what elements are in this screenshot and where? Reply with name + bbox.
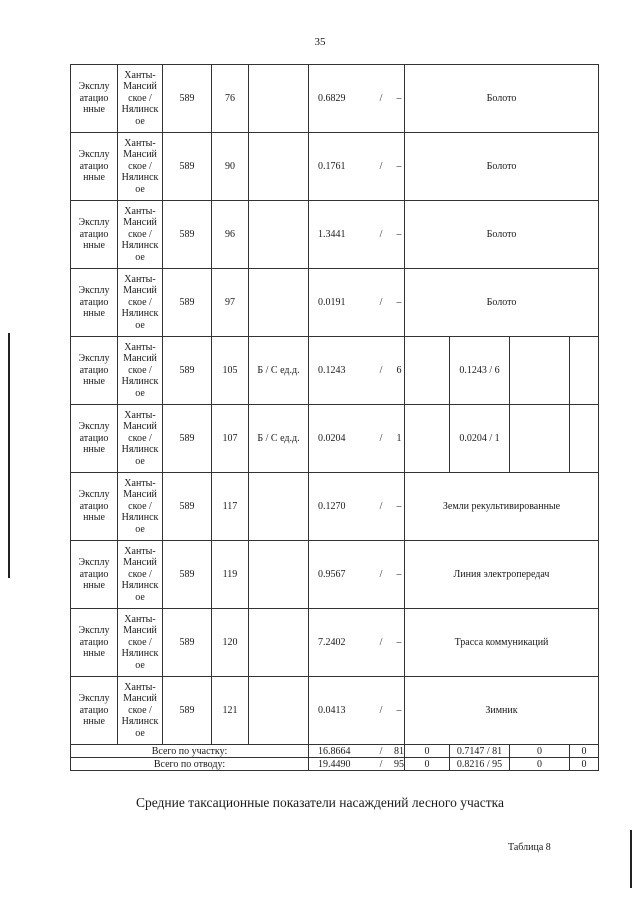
purpose-cell [71, 337, 118, 405]
area-separator: / [379, 228, 383, 240]
margin-mark-left [8, 333, 10, 578]
location-line: Мансий [123, 557, 157, 569]
land-type-cell: Земли рекультивированные [405, 473, 599, 541]
plot-cell: 107 [212, 405, 249, 473]
distribution-cell [510, 405, 570, 473]
purpose-line: атацио [79, 228, 109, 240]
plot-cell: 121 [212, 677, 249, 745]
area-separator: / [379, 636, 383, 648]
location-line: ое [135, 251, 145, 263]
total-value-cell: 0.7147 / 81 [450, 745, 510, 758]
purpose-cell [71, 405, 118, 473]
land-type-cell: Болото [405, 133, 599, 201]
area-separator: / [379, 160, 383, 172]
location-line: ое [135, 319, 145, 331]
location-line: ское / [128, 228, 152, 240]
margin-mark-right [630, 830, 632, 888]
area-separator: / [379, 364, 383, 376]
location-cell [118, 269, 163, 337]
area-cell [309, 758, 405, 771]
quarter-cell: 589 [163, 473, 212, 541]
location-cell [118, 473, 163, 541]
plot-cell: 120 [212, 609, 249, 677]
location-line: ое [135, 659, 145, 671]
tree-count: – [396, 704, 402, 716]
location-line: ское / [128, 432, 152, 444]
area-cell [309, 745, 405, 758]
location-line: Нялинск [121, 376, 159, 388]
location-line: Мансий [123, 625, 157, 637]
purpose-line: Эксплу [78, 81, 110, 93]
location-line: Ханты- [124, 69, 156, 81]
tree-count: – [396, 92, 402, 104]
area-value: 19.4490 [318, 758, 351, 770]
location-line: Мансий [123, 489, 157, 501]
location-cell [118, 337, 163, 405]
distribution-cell: 0.1243 / 6 [450, 337, 510, 405]
location-line: Мансий [123, 285, 157, 297]
location-line: ское / [128, 364, 152, 376]
quarter-cell: 589 [163, 269, 212, 337]
location-cell [118, 609, 163, 677]
purpose-line: нные [83, 376, 105, 388]
area-separator: / [379, 92, 383, 104]
area-value: 0.1761 [318, 160, 346, 172]
area-value: 0.9567 [318, 568, 346, 580]
distribution-cell [405, 405, 450, 473]
land-type-cell: Болото [405, 201, 599, 269]
area-cell [309, 65, 405, 133]
category-cell [249, 269, 309, 337]
location-line: Мансий [123, 421, 157, 433]
tree-count: 1 [396, 432, 402, 444]
location-line: ское / [128, 636, 152, 648]
total-value-cell: 0 [570, 758, 599, 771]
location-line: Ханты- [124, 409, 156, 421]
location-line: ское / [128, 704, 152, 716]
quarter-cell: 589 [163, 541, 212, 609]
section-title: Средние таксационные показатели насаждений лесного участка [135, 795, 505, 810]
purpose-line: атацио [79, 364, 109, 376]
location-line: Ханты- [124, 341, 156, 353]
area-cell [309, 201, 405, 269]
area-separator: / [379, 568, 383, 580]
area-cell [309, 677, 405, 745]
table-row [71, 405, 599, 473]
location-line: Нялинск [121, 444, 159, 456]
area-cell [309, 133, 405, 201]
category-cell [249, 65, 309, 133]
area-cell [309, 269, 405, 337]
area-value: 0.1270 [318, 500, 346, 512]
distribution-cell [570, 337, 599, 405]
total-value-cell: 0 [510, 745, 570, 758]
area-value: 0.0204 [318, 432, 346, 444]
table-row [71, 201, 599, 269]
category-cell [249, 677, 309, 745]
table-row [71, 473, 599, 541]
area-separator: / [379, 432, 383, 444]
purpose-cell [71, 269, 118, 337]
tree-count: 81 [394, 745, 404, 757]
tree-count: – [396, 160, 402, 172]
purpose-line: атацио [79, 296, 109, 308]
tree-count: 95 [394, 758, 404, 770]
area-value: 1.3441 [318, 228, 346, 240]
location-cell [118, 65, 163, 133]
total-value-cell: 0.8216 / 95 [450, 758, 510, 771]
location-line: Нялинск [121, 240, 159, 252]
location-line: Мансий [123, 353, 157, 365]
purpose-line: атацио [79, 704, 109, 716]
plot-cell: 119 [212, 541, 249, 609]
table-row [71, 541, 599, 609]
location-line: ское / [128, 500, 152, 512]
category-cell [249, 201, 309, 269]
tree-count: – [396, 500, 402, 512]
distribution-cell [510, 337, 570, 405]
location-line: Мансий [123, 217, 157, 229]
purpose-cell [71, 201, 118, 269]
purpose-line: нные [83, 512, 105, 524]
purpose-line: нные [83, 240, 105, 252]
purpose-line: Эксплу [78, 353, 110, 365]
location-line: Нялинск [121, 172, 159, 184]
quarter-cell: 589 [163, 405, 212, 473]
location-line: Нялинск [121, 648, 159, 660]
total-label: Всего по отводу: [71, 758, 309, 771]
table-row [71, 269, 599, 337]
tree-count: – [396, 228, 402, 240]
purpose-line: нные [83, 308, 105, 320]
area-value: 0.0191 [318, 296, 346, 308]
category-cell: Б / С ед.д. [249, 337, 309, 405]
category-cell [249, 133, 309, 201]
purpose-line: атацио [79, 636, 109, 648]
category-cell: Б / С ед.д. [249, 405, 309, 473]
purpose-line: Эксплу [78, 557, 110, 569]
table-row [71, 65, 599, 133]
location-line: Мансий [123, 149, 157, 161]
location-line: Нялинск [121, 580, 159, 592]
area-separator: / [379, 704, 383, 716]
area-separator: / [379, 758, 383, 770]
area-cell [309, 541, 405, 609]
purpose-line: атацио [79, 160, 109, 172]
purpose-line: Эксплу [78, 625, 110, 637]
location-line: Ханты- [124, 273, 156, 285]
plot-cell: 105 [212, 337, 249, 405]
table-row [71, 337, 599, 405]
table-row [71, 677, 599, 745]
total-row [71, 745, 599, 758]
quarter-cell: 589 [163, 677, 212, 745]
location-line: ое [135, 115, 145, 127]
area-value: 7.2402 [318, 636, 346, 648]
location-line: Нялинск [121, 308, 159, 320]
category-cell [249, 609, 309, 677]
purpose-line: нные [83, 648, 105, 660]
purpose-line: Эксплу [78, 421, 110, 433]
location-line: Нялинск [121, 512, 159, 524]
plot-cell: 76 [212, 65, 249, 133]
land-type-cell: Трасса коммуникаций [405, 609, 599, 677]
area-cell [309, 337, 405, 405]
location-line: ое [135, 455, 145, 467]
land-type-cell: Линия электропередач [405, 541, 599, 609]
distribution-cell [570, 405, 599, 473]
location-line: ское / [128, 568, 152, 580]
plot-cell: 117 [212, 473, 249, 541]
distribution-cell: 0.0204 / 1 [450, 405, 510, 473]
location-line: Ханты- [124, 613, 156, 625]
location-line: ое [135, 591, 145, 603]
purpose-line: нные [83, 580, 105, 592]
category-cell [249, 541, 309, 609]
distribution-cell [405, 337, 450, 405]
tree-count: – [396, 636, 402, 648]
purpose-cell [71, 677, 118, 745]
location-line: Мансий [123, 81, 157, 93]
location-line: Ханты- [124, 205, 156, 217]
total-value-cell: 0 [405, 745, 450, 758]
purpose-line: атацио [79, 92, 109, 104]
purpose-cell [71, 609, 118, 677]
category-cell [249, 473, 309, 541]
purpose-line: атацио [79, 568, 109, 580]
total-row [71, 758, 599, 771]
area-separator: / [379, 745, 383, 757]
page-number: 35 [314, 36, 326, 48]
purpose-line: нные [83, 104, 105, 116]
purpose-line: нные [83, 172, 105, 184]
quarter-cell: 589 [163, 65, 212, 133]
purpose-cell [71, 133, 118, 201]
total-value-cell: 0 [405, 758, 450, 771]
plot-cell: 97 [212, 269, 249, 337]
purpose-line: Эксплу [78, 489, 110, 501]
location-line: Мансий [123, 693, 157, 705]
table-label: Таблица 8 [508, 842, 551, 853]
location-cell [118, 541, 163, 609]
land-type-cell: Зимник [405, 677, 599, 745]
area-cell [309, 405, 405, 473]
area-value: 16.8664 [318, 745, 351, 757]
location-line: Нялинск [121, 104, 159, 116]
purpose-line: атацио [79, 432, 109, 444]
location-line: ское / [128, 296, 152, 308]
quarter-cell: 589 [163, 133, 212, 201]
location-cell [118, 133, 163, 201]
purpose-line: нные [83, 716, 105, 728]
land-type-cell: Болото [405, 65, 599, 133]
area-value: 0.1243 [318, 364, 346, 376]
area-separator: / [379, 296, 383, 308]
location-cell [118, 677, 163, 745]
purpose-line: нные [83, 444, 105, 456]
tree-count: – [396, 568, 402, 580]
area-value: 0.6829 [318, 92, 346, 104]
location-line: Ханты- [124, 477, 156, 489]
table-row [71, 133, 599, 201]
area-value: 0.0413 [318, 704, 346, 716]
location-line: Нялинск [121, 716, 159, 728]
purpose-line: Эксплу [78, 217, 110, 229]
location-line: ое [135, 183, 145, 195]
plot-cell: 96 [212, 201, 249, 269]
location-line: Ханты- [124, 545, 156, 557]
land-type-cell: Болото [405, 269, 599, 337]
total-label: Всего по участку: [71, 745, 309, 758]
location-cell [118, 405, 163, 473]
location-line: Ханты- [124, 681, 156, 693]
purpose-line: атацио [79, 500, 109, 512]
purpose-line: Эксплу [78, 693, 110, 705]
location-line: ое [135, 727, 145, 739]
tree-count: – [396, 296, 402, 308]
total-value-cell: 0 [570, 745, 599, 758]
tree-count: 6 [396, 364, 402, 376]
quarter-cell: 589 [163, 337, 212, 405]
purpose-line: Эксплу [78, 285, 110, 297]
land-plot-table [70, 64, 599, 771]
purpose-cell [71, 473, 118, 541]
area-cell [309, 609, 405, 677]
location-line: Ханты- [124, 137, 156, 149]
location-line: ое [135, 523, 145, 535]
area-cell [309, 473, 405, 541]
purpose-line: Эксплу [78, 149, 110, 161]
location-cell [118, 201, 163, 269]
quarter-cell: 589 [163, 609, 212, 677]
area-separator: / [379, 500, 383, 512]
total-value-cell: 0 [510, 758, 570, 771]
plot-cell: 90 [212, 133, 249, 201]
purpose-cell [71, 65, 118, 133]
purpose-cell [71, 541, 118, 609]
location-line: ское / [128, 160, 152, 172]
location-line: ское / [128, 92, 152, 104]
quarter-cell: 589 [163, 201, 212, 269]
location-line: ое [135, 387, 145, 399]
table-row [71, 609, 599, 677]
